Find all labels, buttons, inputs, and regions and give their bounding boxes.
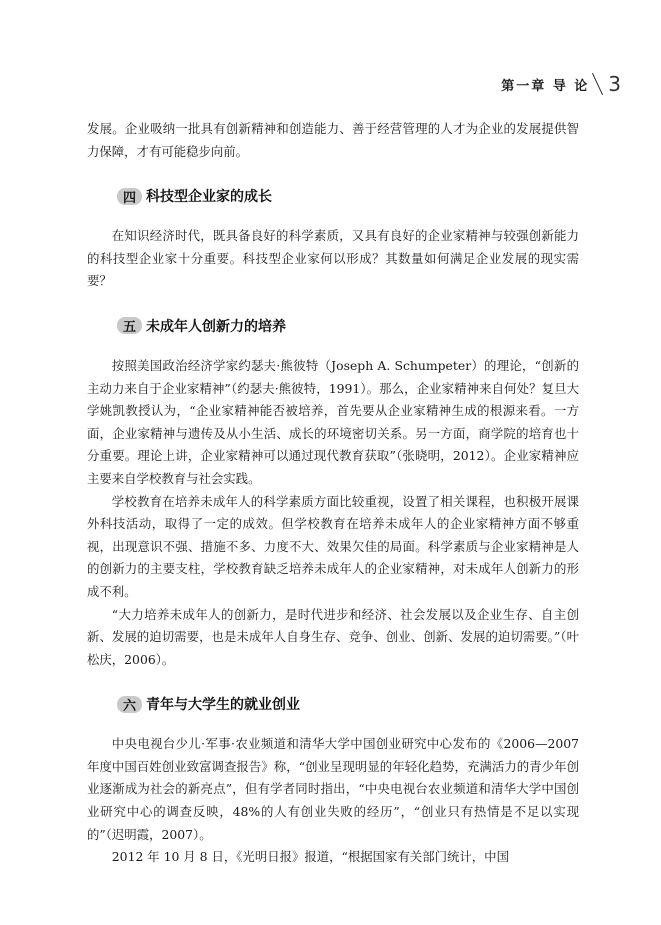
section-heading-6 (117, 692, 579, 716)
page-number: 3 (608, 72, 621, 96)
section-heading-5 (117, 314, 579, 338)
paragraph: “大力培养未成年人的创新力，是时代进步和经济、社会发展以及企业生存、自主创新、发展的迫切需要，也是未成年人自身生存、竞争、创业、创新、发展的迫切需要。”（叶松庆，2006）。 (87, 606, 579, 667)
running-header (501, 70, 621, 98)
paragraph: 在知识经济时代，既具备良好的科学素质，又具有良好的企业家精神与较强创新能力的科技型企业家十分重要。科技型企业家何以形成？其数量如何满足企业发展的现实需要？ (87, 228, 579, 289)
paragraph: 学校教育在培养未成年人的科学素质方面比较重视，设置了相关课程，也积极开展课外科技活动，取得了一定的成效。但学校教育在培养未成年人的企业家精神方面不够重视，出现意识不强、措施不多、力度不大、效果欠佳的局面。科学素质与企业家精神是人的创新力的主要支柱，学校教育缺乏培养未成年人的企业家精神，对未成年人创新力的形成不利。 (87, 493, 579, 599)
paragraph: 按照美国政治经济学家约瑟夫·熊彼特（Joseph A. Schumpeter）的理论，“创新的主动力来自于企业家精神”（约瑟夫·熊彼特，1991）。那么，企业家精神来自何处？复旦大学姚凯教授认为，“企业家精神能否被培养，首先要从企业家精神生成的根源来看。一方面，企业家精神与遗传及从小生活、成长的环境密切关系。另一方面，商学院的培育也十分重要。理论上讲，企业家精神可以通过现代教育获取”（张晓明，2012）。企业家精神应主要来自学校教育与社会实践。 (87, 357, 579, 486)
section-heading-4 (117, 184, 579, 208)
section-number-badge: 五 (117, 317, 142, 334)
paragraph: 2012 年 10 月 8 日，《光明日报》报道，“根据国家有关部门统计，中国 (111, 849, 509, 865)
paragraph: 发展。企业吸纳一批具有创新精神和创造能力、善于经营管理的人才为企业的发展提供智力保障，才有可能稳步向前。 (87, 121, 579, 159)
section-number-badge: 六 (117, 696, 142, 713)
section-title: 青年与大学生的就业创业 (146, 697, 300, 714)
paragraph: 中央电视台少儿·军事·农业频道和清华大学中国创业研究中心发布的《2006—2007 年度中国百姓创业致富调查报告》称，“创业呈现明显的年轻化趋势，充满活力的青少年创业逐渐成为社会的新亮点”，但有学者同时指出，“中央电视台农业频道和清华大学中国创业研究中心的调查反映，48%的人有创业失败的经历”，“创业只有热情是不足以实现的”（迟明霞，2007）。 (87, 736, 579, 842)
page-body (87, 118, 579, 869)
section-number-badge: 四 (117, 188, 142, 205)
section-title: 未成年人创新力的培养 (146, 318, 286, 335)
header-divider (592, 73, 603, 95)
chapter-title: 第一章 导 论 (501, 78, 590, 94)
section-title: 科技型企业家的成长 (146, 189, 272, 206)
